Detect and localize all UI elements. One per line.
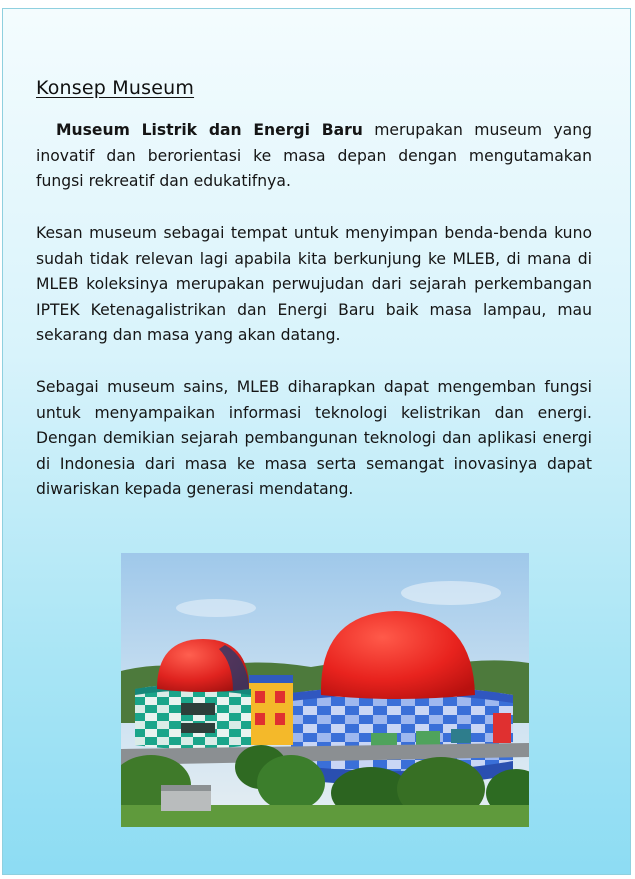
paragraph-science-museum: Sebagai museum sains, MLEB diharapkan dapat mengemban fungsi untuk menyampaikan informasi teknologi kelistrikan dan energi. Dengan demikian sejarah pembangunan teknologi dan aplikasi energi di Indonesia dari masa ke masa serta semangat inovasinya dapat diwariskan kepada generasi mendatang.	[36, 378, 592, 498]
small-building	[135, 684, 251, 749]
museum-photo	[121, 553, 529, 827]
paragraph-impression: Kesan museum sebagai tempat untuk menyimpan benda-benda kuno sudah tidak relevan lagi apabila kita berkunjung ke MLEB, di mana di MLEB koleksinya merupakan perwujudan dari sejarah perkembangan IPTEK Ketenagalistrikan dan Energi Baru baik masa lampau, mau sekarang dan masa yang akan datang.	[36, 224, 592, 344]
page-title: Konsep Museum	[36, 77, 195, 99]
museum-name-bold: Museum Listrik dan Energi Baru	[56, 121, 363, 139]
main-building	[291, 686, 513, 785]
middle-tower	[249, 675, 293, 745]
paragraph-intro	[36, 118, 592, 195]
paragraph-intro-text: merupakan museum yang inovatif dan berorientasi ke masa depan dengan mengutamakan fungsi rekreatif dan edukatifnya.	[36, 121, 592, 190]
